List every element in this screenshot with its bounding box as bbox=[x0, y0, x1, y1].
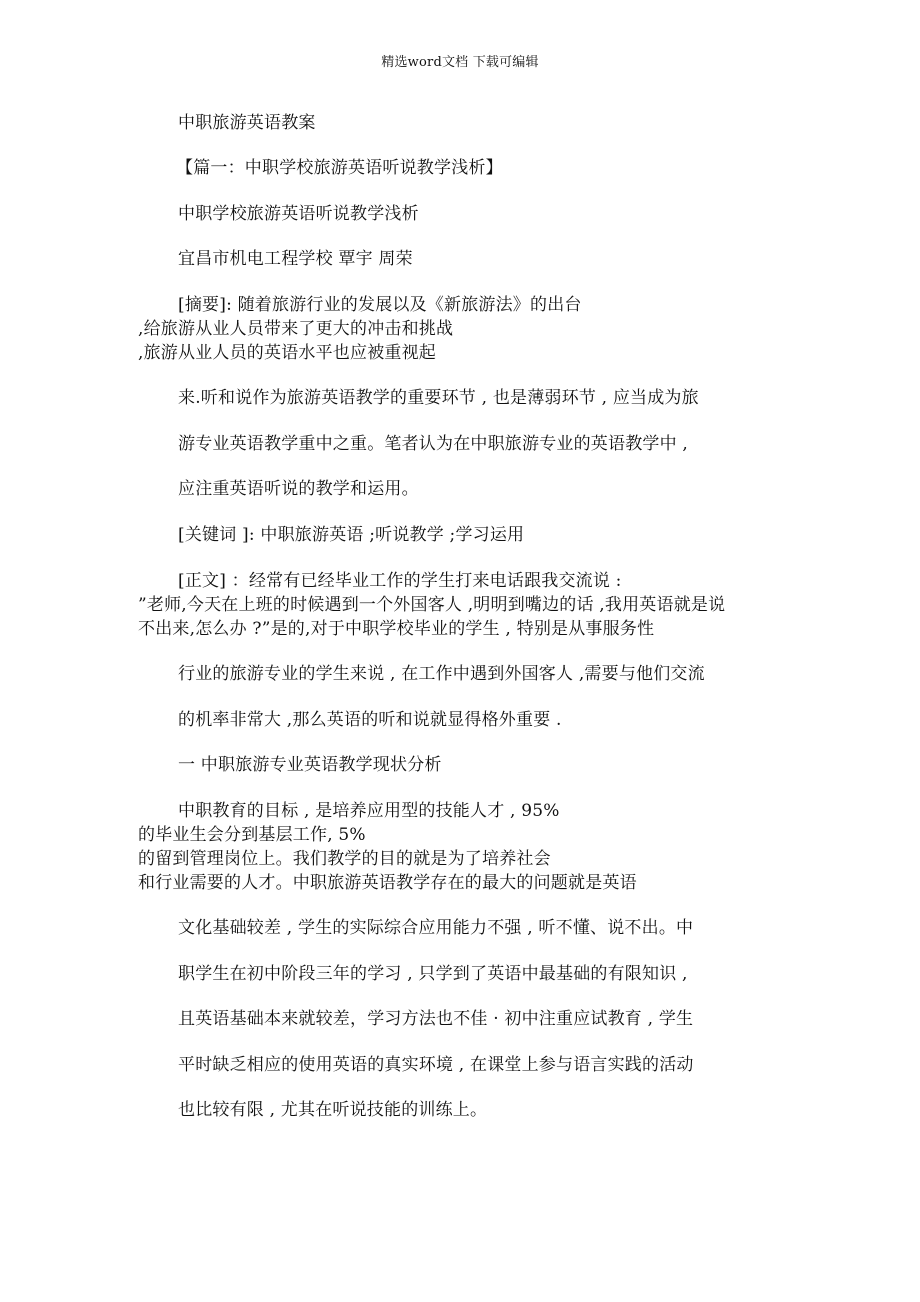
text-line: ,给旅游从业人员带来了更大的冲击和挑战 bbox=[138, 319, 454, 339]
text-line: 文化基础较差 , 学生的实际综合应用能力不强 , 听不懂、说不出。中 bbox=[178, 918, 694, 938]
text-line: 应注重英语听说的教学和运用。 bbox=[178, 479, 419, 499]
text-line: 中职教育的目标 , 是培养应用型的技能人才 , 95% bbox=[178, 801, 560, 821]
text-line: 平时缺乏相应的使用英语的真实环境 , 在课堂上参与语言实践的活动 bbox=[178, 1055, 694, 1075]
text-line: 职学生在初中阶段三年的学习 , 只学到了英语中最基础的有限知识 , bbox=[178, 964, 688, 984]
text-line: 的机率非常大 ,那么英语的听和说就显得格外重要 . bbox=[178, 710, 562, 730]
text-line: [正文] ：经常有已经毕业工作的学生打来电话跟我交流说 : bbox=[178, 571, 622, 591]
article-subtitle: 中职学校旅游英语听说教学浅析 bbox=[178, 204, 419, 224]
section-title: 【篇一：中职学校旅游英语听说教学浅析】 bbox=[176, 158, 503, 178]
text-line: [摘要]: 随着旅游行业的发展以及《新旅游法》的出台 bbox=[178, 295, 582, 315]
document-title: 中职旅游英语教案 bbox=[178, 113, 316, 133]
page-header: 精选word文档 下载可编辑 bbox=[381, 55, 539, 70]
text-line: 的留到管理岗位上。我们教学的目的就是为了培养社会 bbox=[138, 849, 551, 869]
text-line: 的毕业生会分到基层工作, 5% bbox=[138, 825, 366, 845]
text-line: ”老师,今天在上班的时候遇到一个外国客人 ,明明到嘴边的话 ,我用英语就是说 bbox=[138, 595, 726, 615]
text-line: ,旅游从业人员的英语水平也应被重视起 bbox=[138, 343, 437, 363]
text-line: 行业的旅游专业的学生来说 , 在工作中遇到外国客人 ,需要与他们交流 bbox=[178, 664, 705, 684]
text-line: 且英语基础本来就较差，学习方法也不佳 · 初中注重应试教育 , 学生 bbox=[178, 1009, 694, 1029]
text-line: 和行业需要的人才。中职旅游英语教学存在的最大的问题就是英语 bbox=[138, 873, 637, 893]
text-line: 游专业英语教学重中之重。笔者认为在中职旅游专业的英语教学中 , bbox=[178, 434, 689, 454]
text-line: 来.听和说作为旅游英语教学的重要环节 , 也是薄弱环节 , 应当成为旅 bbox=[178, 388, 699, 408]
text-line: 不出来,怎么办 ?”是的,对于中职学校毕业的学生 , 特别是从事服务性 bbox=[138, 619, 655, 639]
text-line: 也比较有限 , 尤其在听说技能的训练上。 bbox=[178, 1100, 488, 1120]
article-authors: 宜昌市机电工程学校 覃宇 周荣 bbox=[178, 249, 413, 269]
section-heading: 一 中职旅游专业英语教学现状分析 bbox=[178, 755, 442, 775]
keywords-line: [关键词 ]: 中职旅游英语 ;听说教学 ;学习运用 bbox=[178, 525, 525, 545]
